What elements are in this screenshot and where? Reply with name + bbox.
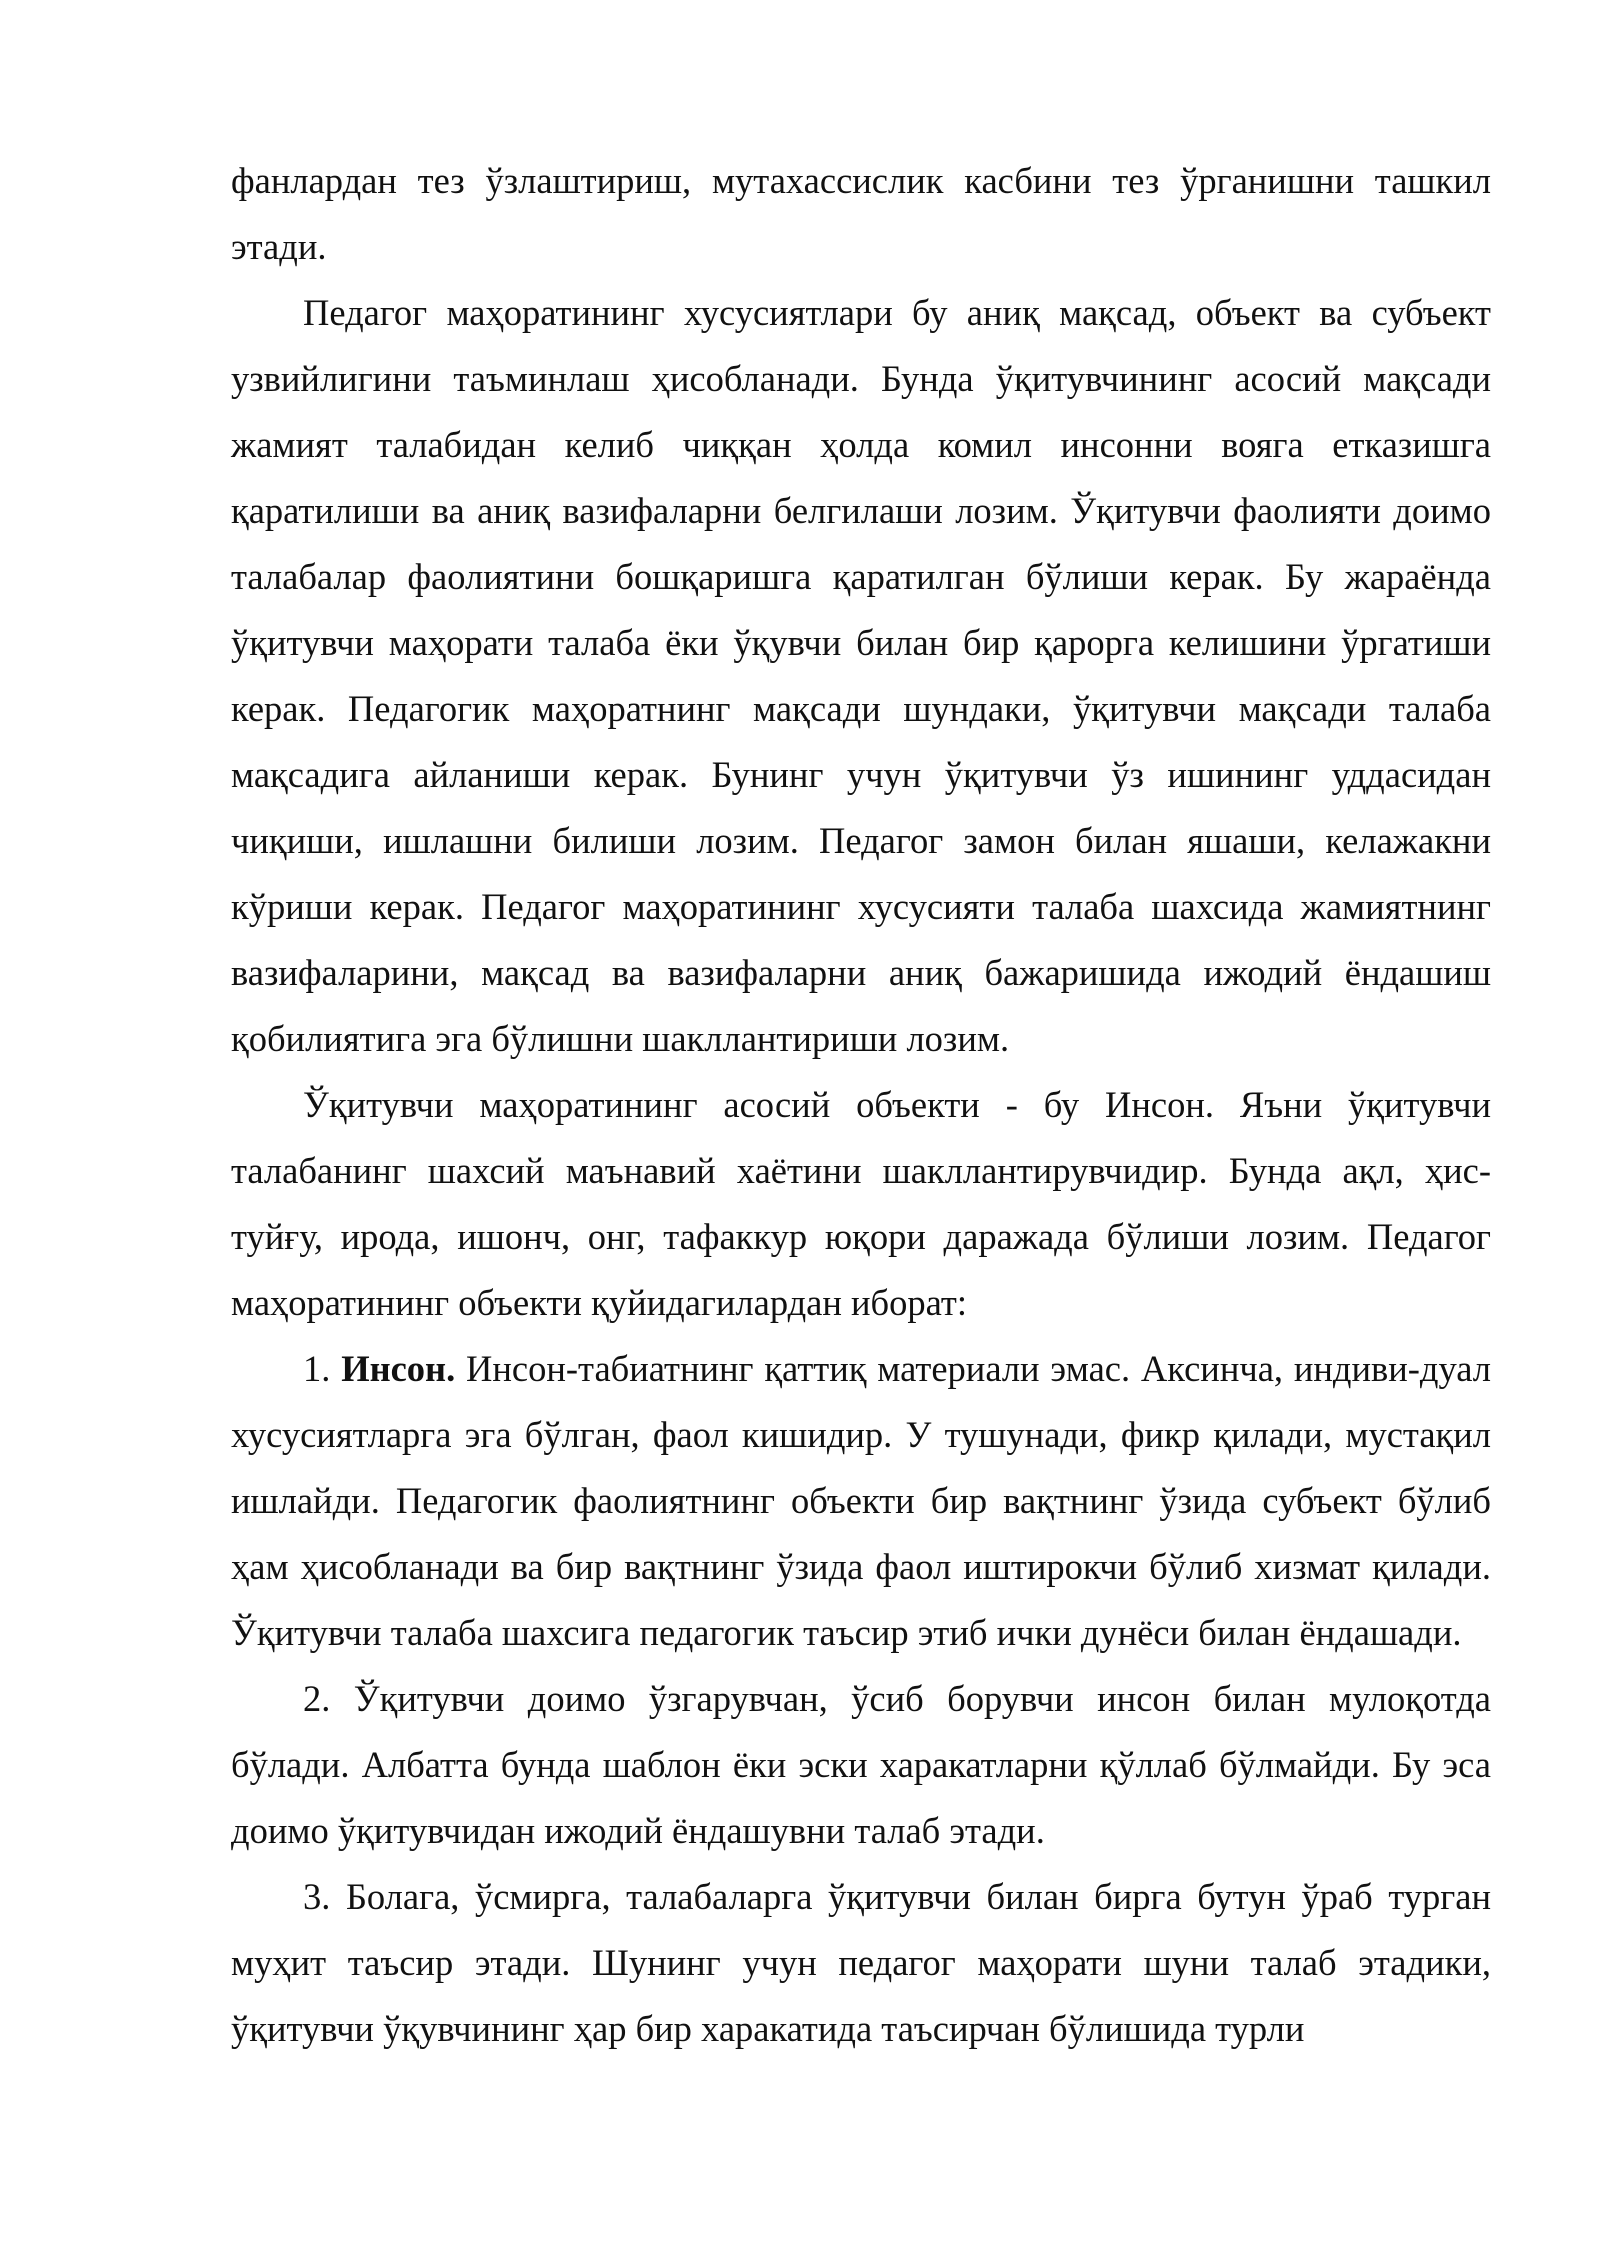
list-item-text: Болага, ўсмирга, талабаларга ўқитувчи билан бирга бутун ўраб турган муҳит таъсир этади. Шунинг учун педагог маҳорати шуни талаб этадики, ўқитувчи ўқувчининг ҳар бир харакатида таъсирчан бўлишида турли: [231, 1876, 1491, 2049]
list-item-number: 2.: [303, 1678, 354, 1719]
list-item-number: 3.: [303, 1876, 346, 1917]
list-item-lead-term: Инсон.: [341, 1348, 467, 1389]
document-body: [231, 148, 1491, 2062]
paragraph-continuation: фанлардан тез ўзлаштириш, мутахассислик касбини тез ўрганишни ташкил этади.: [231, 160, 1491, 267]
list-item-3: [231, 1864, 1491, 2062]
list-item-text: Ўқитувчи доимо ўзгарувчан, ўсиб борувчи инсон билан мулоқотда бўлади. Албатта бунда шаблон ёки эски харакатларни қўллаб бўлмайди. Бу эса доимо ўқитувчидан ижодий ёндашувни талаб этади.: [231, 1678, 1491, 1851]
list-item-number: 1.: [303, 1348, 342, 1389]
paragraph-main-object: Ўқитувчи маҳоратининг асосий объекти - бу Инсон. Яъни ўқитувчи талабанинг шахсий маънавий хаётини шакллантирувчидир. Бунда ақл, ҳис-туйғу, ирода, ишонч, онг, тафаккур юқори даражада бўлиши лозим. Педагог маҳоратининг объекти қуйидагилардан иборат:: [231, 1084, 1491, 1323]
list-item-text: Инсон-табиатнинг қаттиқ материали эмас. Аксинча, индиви-дуал хусусиятларга эга бўлган, фаол кишидир. У тушунади, фикр қилади, мустақил ишлайди. Педагогик фаолиятнинг объекти бир вақтнинг ўзида субъект бўлиб ҳам ҳисобланади ва бир вақтнинг ўзида фаол иштирокчи бўлиб хизмат қилади. Ўқитувчи талаба шахсига педагогик таъсир этиб ички дунёси билан ёндашади.: [231, 1348, 1492, 1653]
paragraph-teacher-skill-features: Педагог маҳоратининг хусусиятлари бу аниқ мақсад, объект ва субъект узвийлигини таъминлаш ҳисобланади. Бунда ўқитувчининг асосий мақсади жамият талабидан келиб чиққан ҳолда комил инсонни вояга етказишга қаратилиши ва аниқ вазифаларни белгилаши лозим. Ўқитувчи фаолияти доимо талабалар фаолиятини бошқаришга қаратилган бўлиши керак. Бу жараёнда ўқитувчи маҳорати талаба ёки ўқувчи билан бир қарорга келишини ўргатиши керак. Педагогик маҳоратнинг мақсади шундаки, ўқитувчи мақсади талаба мақсадига айланиши керак. Бунинг учун ўқитувчи ўз ишининг уддасидан чиқиши, ишлашни билиши лозим. Педагог замон билан яшаши, келажакни кўриши керак. Педагог маҳоратининг хусусияти талаба шахсида жамиятнинг вазифаларини, мақсад ва вазифаларни аниқ бажаришида ижодий ёндашиш қобилиятига эга бўлишни шакллантириши лозим.: [231, 292, 1491, 1059]
list-item-1: [231, 1336, 1491, 1666]
list-item-2: [231, 1666, 1491, 1864]
